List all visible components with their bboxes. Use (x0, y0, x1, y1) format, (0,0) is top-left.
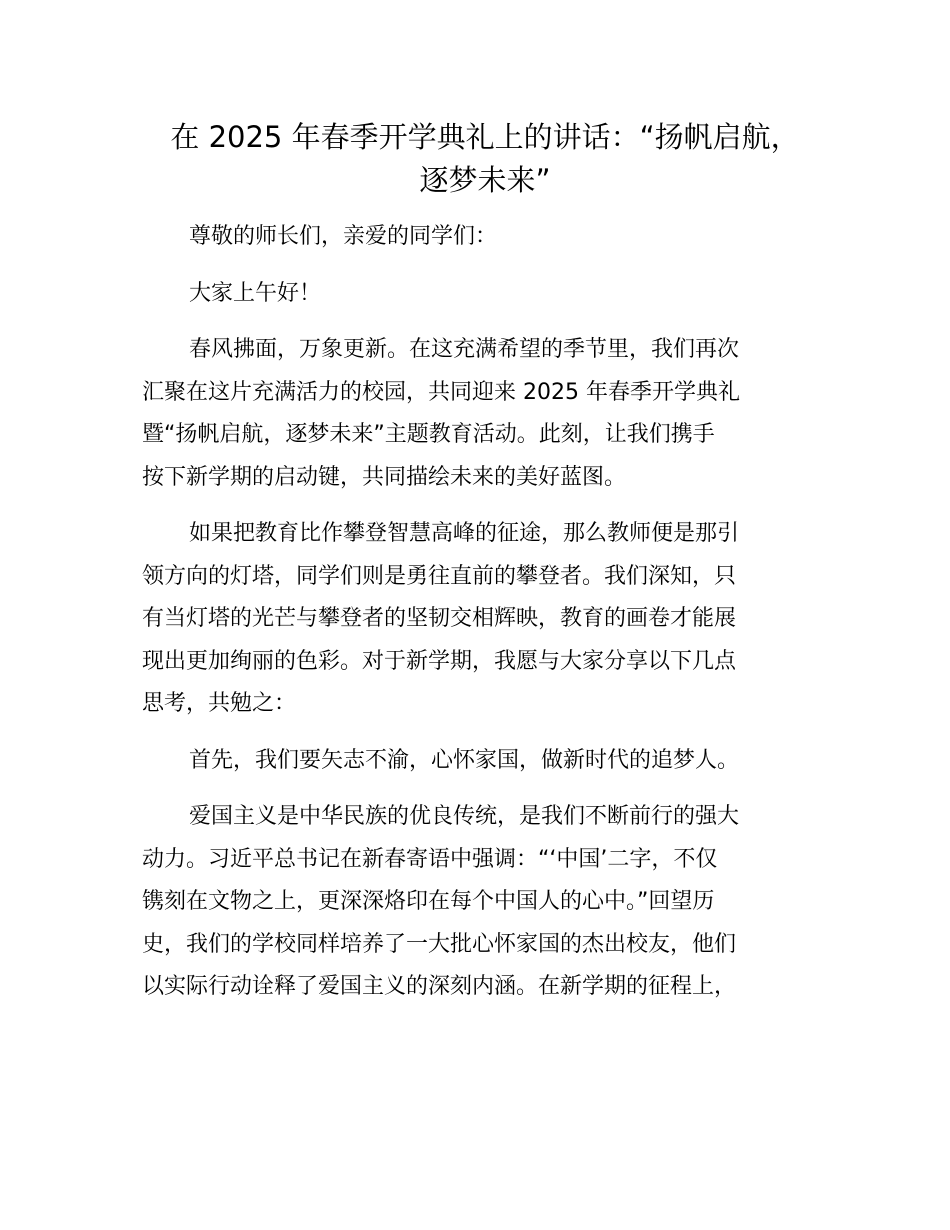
paragraph-line: 领方向的灯塔，同学们则是勇往直前的攀登者。我们深知，只 (142, 563, 737, 589)
body-paragraph (142, 329, 822, 499)
paragraph-line: 现出更加绚丽的色彩。对于新学期，我愿与大家分享以下几点 (142, 648, 737, 674)
title-line: 在 2025 年春季开学典礼上的讲话：“扬帆启航， (170, 120, 800, 154)
section-heading-paragraph (142, 740, 822, 783)
paragraph-line: 按下新学期的启动键，共同描绘未来的美好蓝图。 (142, 464, 627, 490)
paragraph-line: 首先，我们要矢志不渝，心怀家国，做新时代的追梦人。 (189, 747, 740, 773)
body-paragraph (142, 796, 822, 1009)
paragraph-line: 思考，共勉之： (142, 691, 297, 716)
paragraph-line: 如果把教育比作攀登智慧高峰的征途，那么教师便是那引 (189, 521, 740, 546)
paragraph-line: 史，我们的学校同样培养了一大批心怀家国的杰出校友，他们 (142, 931, 737, 957)
paragraph-line: 有当灯塔的光芒与攀登者的坚韧交相辉映，教育的画卷才能展 (142, 606, 737, 631)
body-paragraph (142, 513, 822, 726)
document-title (120, 116, 850, 202)
paragraph-line: 镌刻在文物之上，更深深烙印在每个中国人的心中。”回望历 (142, 889, 715, 914)
paragraph-line: 汇聚在这片充满活力的校园，共同迎来 2025 年春季开学典礼 (142, 379, 740, 405)
paragraph-line: 暨“扬帆启航，逐梦未来”主题教育活动。此刻，让我们携手 (142, 422, 715, 447)
paragraph-line: 爱国主义是中华民族的优良传统，是我们不断前行的强大 (189, 804, 740, 829)
salutation-paragraph (142, 216, 822, 259)
greeting-paragraph (142, 273, 822, 316)
paragraph-line: 动力。习近平总书记在新春寄语中强调：“‘中国’二字，不仅 (142, 846, 718, 872)
paragraph-line: 尊敬的师长们，亲爱的同学们： (189, 224, 498, 249)
paragraph-line: 大家上午好！ (189, 280, 322, 306)
document-body (142, 216, 822, 1023)
paragraph-line: 春风拂面，万象更新。在这充满希望的季节里，我们再次 (189, 337, 740, 362)
paragraph-line: 以实际行动诠释了爱国主义的深刻内涵。在新学期的征程上， (142, 974, 737, 999)
title-line: 逐梦未来” (419, 163, 551, 197)
